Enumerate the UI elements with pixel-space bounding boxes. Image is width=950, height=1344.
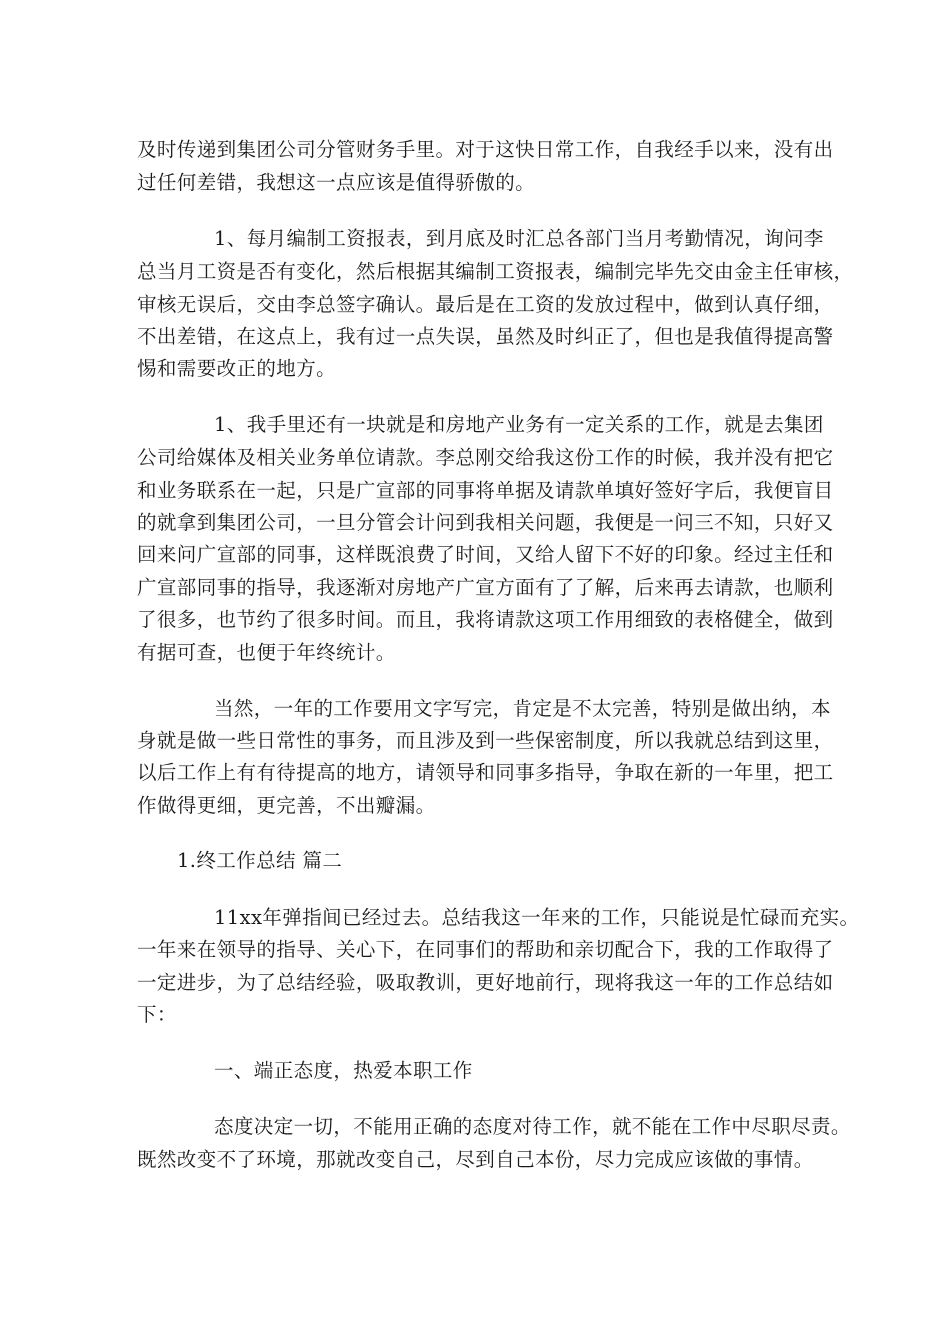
paragraph-line: 1、每月编制工资报表，到月底及时汇总各部门当月考勤情况，询问李 bbox=[214, 227, 824, 250]
paragraph-line: 1、我手里还有一块就是和房地产业务有一定关系的工作，就是去集团 bbox=[214, 413, 824, 436]
paragraph-line: 总当月工资是否有变化，然后根据其编制工资报表，编制完毕先交由金主任审核， bbox=[137, 260, 854, 283]
subsection-heading: 一、端正态度，热爱本职工作 bbox=[214, 1059, 473, 1082]
paragraph-line: 回来问广宣部的同事，这样既浪费了时间，又给人留下不好的印象。经过主任和 bbox=[137, 543, 834, 566]
paragraph-line: 11xx年弹指间已经过去。总结我这一年来的工作，只能说是忙碌而充实。 bbox=[214, 906, 860, 929]
paragraph-line: 作做得更细，更完善，不出瓣漏。 bbox=[137, 794, 436, 817]
paragraph-line: 和业务联系在一起，只是广宣部的同事将单据及请款单填好签好字后，我便盲目 bbox=[137, 479, 834, 502]
paragraph-line: 一年来在领导的指导、关心下，在同事们的帮助和亲切配合下，我的工作取得了 bbox=[137, 938, 834, 961]
section-heading: 1.终工作总结 篇二 bbox=[177, 849, 343, 872]
paragraph-line: 一定进步，为了总结经验，吸取教训，更好地前行，现将我这一年的工作总结如 bbox=[137, 971, 834, 994]
paragraph-line: 身就是做一些日常性的事务，而且涉及到一些保密制度，所以我就总结到这里， bbox=[137, 729, 834, 752]
paragraph-line: 及时传递到集团公司分管财务手里。对于这快日常工作，自我经手以来，没有出 bbox=[137, 138, 834, 161]
paragraph-line: 以后工作上有有待提高的地方，请领导和同事多指导，争取在新的一年里，把工 bbox=[137, 761, 834, 784]
paragraph-line: 不出差错，在这点上，我有过一点失误，虽然及时纠正了，但也是我值得提高警 bbox=[137, 325, 834, 348]
paragraph-line: 既然改变不了环境，那就改变自己，尽到自己本份，尽力完成应该做的事情。 bbox=[137, 1148, 814, 1171]
paragraph-line: 态度决定一切，不能用正确的态度对待工作，就不能在工作中尽职尽责。 bbox=[214, 1115, 851, 1138]
paragraph-line: 广宣部同事的指导，我逐渐对房地产广宣方面有了了解，后来再去请款，也顺利 bbox=[137, 576, 834, 599]
paragraph-line: 当然，一年的工作要用文字写完，肯定是不太完善，特别是做出纳，本 bbox=[214, 697, 831, 720]
paragraph-line: 了很多，也节约了很多时间。而且，我将请款这项工作用细致的表格健全，做到 bbox=[137, 608, 834, 631]
paragraph-line: 过任何差错，我想这一点应该是值得骄傲的。 bbox=[137, 171, 536, 194]
paragraph-line: 审核无误后，交由李总签字确认。最后是在工资的发放过程中，做到认真仔细， bbox=[137, 293, 834, 316]
paragraph-line: 的就拿到集团公司，一旦分管会计问到我相关问题，我便是一问三不知，只好又 bbox=[137, 511, 834, 534]
paragraph-line: 公司给媒体及相关业务单位请款。李总刚交给我这份工作的时候，我并没有把它 bbox=[137, 446, 834, 469]
paragraph-line: 惕和需要改正的地方。 bbox=[137, 357, 337, 380]
paragraph-line: 下： bbox=[137, 1003, 177, 1026]
paragraph-line: 有据可查，也便于年终统计。 bbox=[137, 641, 396, 664]
